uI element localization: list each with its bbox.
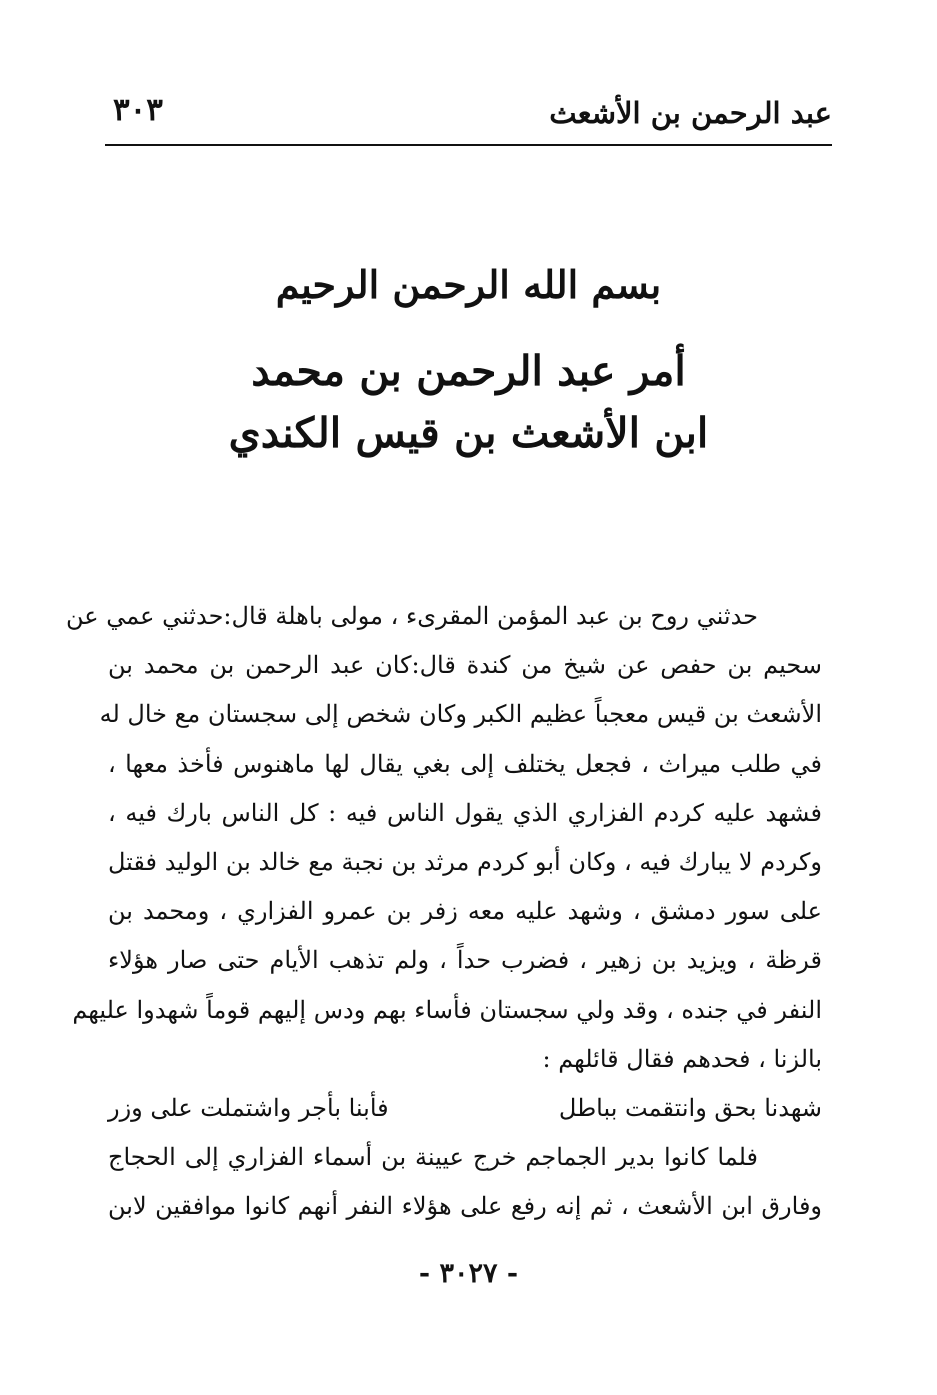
body-line: فلما كانوا بدير الجماجم خرج عيينة بن أسماء الفزاري إلى الحجاج [108,1143,758,1172]
basmala: بسم الله الرحمن الرحيم [275,262,662,307]
verse-hemistich-1: شهدنا بحق وانتقمت بباطل [558,1093,822,1122]
body-line: في طلب ميراث ، فجعل يختلف إلى بغي يقال لها ماهنوس فأخذ معها ، [108,749,822,778]
chapter-title [0,340,937,464]
body-line: حدثني روح بن عبد المؤمن المقرىء ، مولى باهلة قال:حدثني عمي عن [66,602,758,630]
body-line: وكردم لا يبارك فيه ، وكان أبو كردم مرثد بن نجبة مع خالد بن الوليد فقتل [108,847,823,876]
running-title: عبد الرحمن بن الأشعث [549,96,832,130]
chapter-title-line-2: ابن الأشعث بن قيس الكندي [228,409,709,457]
chapter-title-line-1: أمر عبد الرحمن بن محمد [251,347,686,395]
running-header [105,88,832,146]
body-line: النفر في جنده ، وقد ولي سجستان فأساء بهم ودس إليهم قوماً شهدوا عليهم [72,995,822,1024]
body-line: وفارق ابن الأشعث ، ثم إنه رفع على هؤلاء النفر أنهم كانوا موافقين لابن [108,1192,822,1221]
body-line: سحيم بن حفص عن شيخ من كندة قال:كان عبد الرحمن بن محمد بن [108,651,822,680]
body-line: على سور دمشق ، وشهد عليه معه زفر بن عمرو الفزاري ، ومحمد بن [108,897,822,926]
body-line: الأشعث بن قيس معجباً عظيم الكبر وكان شخص إلى سجستان مع خال له [99,700,822,729]
footer-page-number: - ٣٠٢٧ - [418,1258,519,1289]
verse-hemistich-2: فأبنا بأجر واشتملت على وزر [108,1093,389,1122]
body-line: بالزنا ، فحدهم فقال قائلهم : [542,1044,822,1073]
body-line: قرظة ، ويزيد بن زهير ، فضرب حداً ، ولم تذهب الأيام حتى صار هؤلاء [108,946,822,975]
poetry-verse [108,1084,822,1133]
body-line: فشهد عليه كردم الفزاري الذي يقول الناس فيه : كل الناس بارك فيه ، [108,798,822,827]
header-page-number: ٣٠٣ [113,92,163,128]
body-text [66,592,823,1231]
